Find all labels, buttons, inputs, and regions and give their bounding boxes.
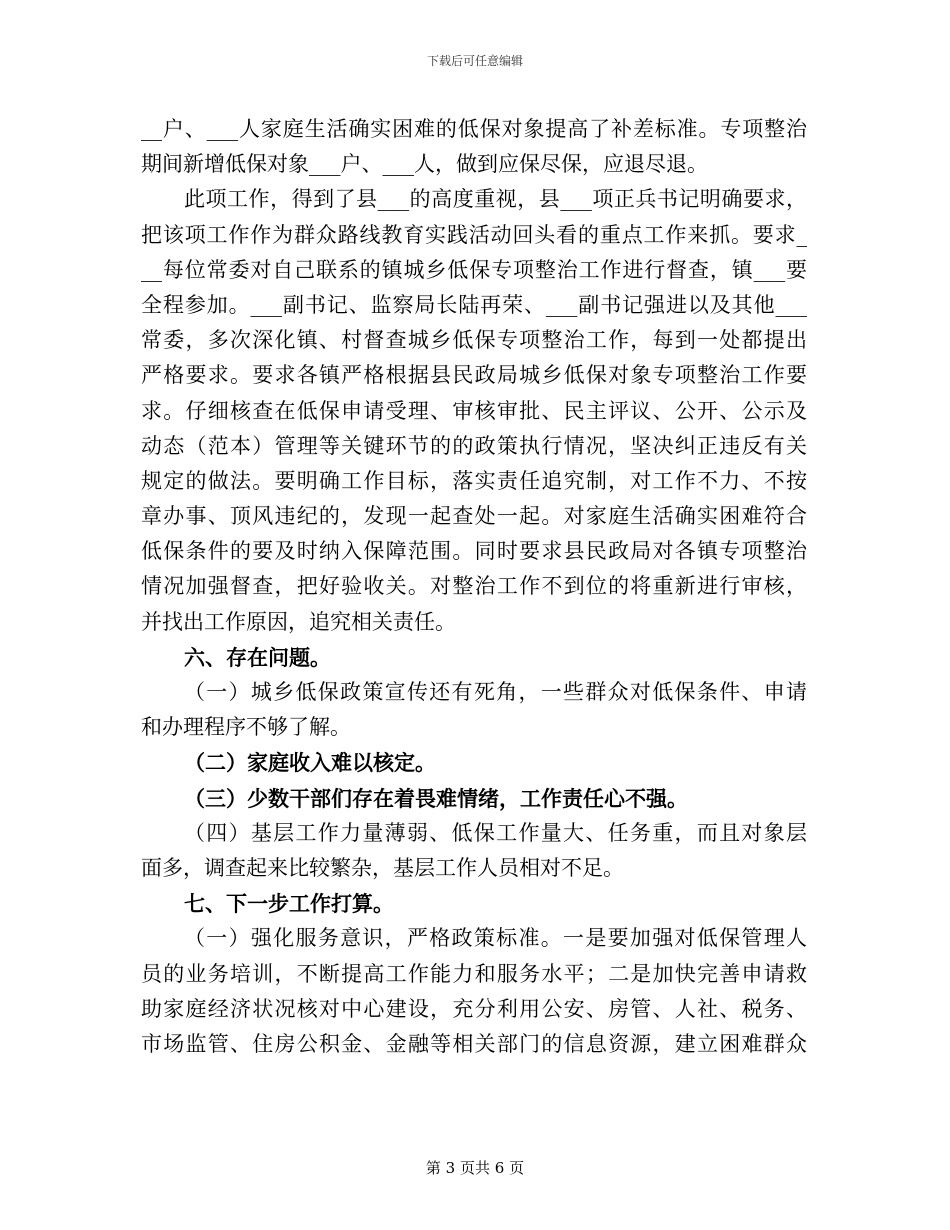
body-line: 和办理程序不够了解。 xyxy=(141,715,351,740)
document-body xyxy=(141,112,807,1062)
body-line: （一）城乡低保政策宣传还有死角，一些群众对低保条件、申请 xyxy=(184,680,807,704)
body-line: 此项工作，得到了县___的高度重视，县___项正兵书记明确要求， xyxy=(184,187,807,212)
page-number: 第 3 页共 6 页 xyxy=(425,1159,525,1177)
page-header: 下载后可任意编辑 xyxy=(426,54,523,68)
body-line: __每位常委对自己联系的镇城乡低保专项整治工作进行督查，镇___要 xyxy=(141,257,807,282)
subsection-heading: （二）家庭收入难以核定。 xyxy=(184,750,436,776)
body-line: 低保条件的要及时纳入保障范围。同时要求县民政局对各镇专项整治 xyxy=(141,539,807,564)
body-line: 规定的做法。要明确工作目标，落实责任追究制，对工作不力、不按 xyxy=(141,468,807,493)
body-line: 市场监管、住房公积金、金融等相关部门的信息资源，建立困难群众 xyxy=(141,1031,807,1056)
body-line: 全程参加。___副书记、监察局长陆再荣、___副书记强进以及其他___ xyxy=(141,292,807,317)
body-line: 期间新增低保对象___户、___人，做到应保尽保，应退尽退。 xyxy=(141,152,708,177)
subsection-heading: （三）少数干部们存在着畏难情绪，工作责任心不强。 xyxy=(184,785,688,811)
body-line: 把该项工作作为群众路线教育实践活动回头看的重点工作来抓。要求_ xyxy=(141,222,807,247)
body-line: 求。仔细核查在低保申请受理、审核审批、民主评议、公开、公示及 xyxy=(141,398,807,423)
body-line: 助家庭经济状况核对中心建设，充分利用公安、房管、人社、税务、 xyxy=(141,996,807,1021)
body-line: 常委，多次深化镇、村督查城乡低保专项整治工作，每到一处都提出 xyxy=(141,328,807,353)
section-heading: 六、存在问题。 xyxy=(184,644,331,670)
body-line: 情况加强督查，把好验收关。对整治工作不到位的将重新进行审核， xyxy=(141,574,807,599)
body-line: 并找出工作原因，追究相关责任。 xyxy=(141,609,456,634)
body-line: （四）基层工作力量薄弱、低保工作量大、任务重，而且对象层 xyxy=(184,820,807,845)
body-line: 动态（范本）管理等关键环节的的政策执行情况，坚决纠正违反有关 xyxy=(141,433,807,458)
body-line: __户、___人家庭生活确实困难的低保对象提高了补差标准。专项整治 xyxy=(141,117,807,141)
body-line: 章办事、顶风违纪的，发现一起查处一起。对家庭生活确实困难符合 xyxy=(141,504,807,529)
body-line: 员的业务培训，不断提高工作能力和服务水平；二是加快完善申请救 xyxy=(141,961,807,986)
body-line: （一）强化服务意识，严格政策标准。一是要加强对低保管理人 xyxy=(184,926,807,951)
section-heading: 七、下一步工作打算。 xyxy=(184,891,394,917)
body-line: 严格要求。要求各镇严格根据县民政局城乡低保对象专项整治工作要 xyxy=(141,363,807,388)
body-line: 面多，调查起来比较繁杂，基层工作人员相对不足。 xyxy=(141,855,624,880)
